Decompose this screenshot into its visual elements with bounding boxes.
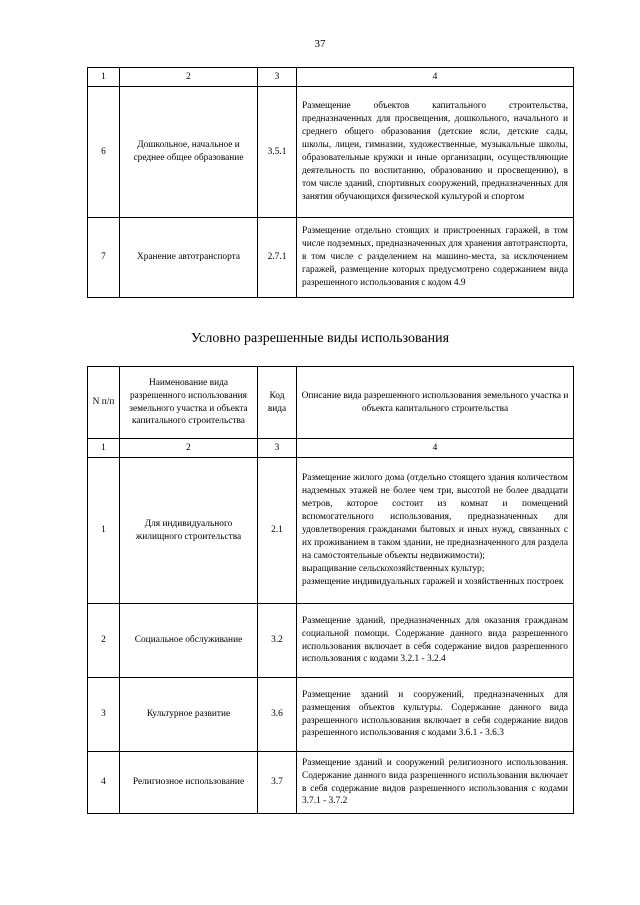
- use-name: Религиозное использование: [120, 752, 258, 814]
- row-number: 4: [88, 752, 120, 814]
- column-number: 2: [120, 68, 258, 87]
- column-header-description: Описание вида разрешенного использования земельного участка и объекта капитального строительства: [297, 367, 574, 439]
- use-description: Размещение отдельно стоящих и пристроенных гаражей, в том числе подземных, предназначенных для хранения автотранспорта, в том числе с разделением на машино-места, за исключением гаражей, размещение которых предусмотрено содержанием вида разрешенного использования с кодом 4.9: [297, 218, 574, 298]
- use-code: 2.1: [258, 458, 297, 604]
- use-description-part: размещение индивидуальных гаражей и хозяйственных построек: [302, 576, 564, 587]
- column-number-row: [88, 68, 574, 87]
- use-description: Размещение зданий и сооружений, предназначенных для размещения объектов культуры. Содержание данного вида разрешенного использования включает в себя содержание видов разрешенного использования с кодами 3.6.1 - 3.6.3: [297, 678, 574, 752]
- use-name: Дошкольное, начальное и среднее общее образование: [120, 87, 258, 218]
- use-name: Социальное обслуживание: [120, 604, 258, 678]
- column-number: 4: [297, 68, 574, 87]
- use-name: Для индивидуального жилищного строительства: [120, 458, 258, 604]
- use-code: 3.7: [258, 752, 297, 814]
- conditionally-permitted-uses-table: [87, 366, 574, 814]
- column-number: 2: [120, 439, 258, 458]
- section-title: Условно разрешенные виды использования: [190, 331, 450, 346]
- table-row: [88, 604, 574, 678]
- row-number: 6: [88, 87, 120, 218]
- column-header-number: N п/п: [88, 367, 120, 439]
- page-number: 37: [314, 38, 326, 50]
- row-number: 7: [88, 218, 120, 298]
- column-number: 1: [88, 439, 120, 458]
- use-name: Хранение автотранспорта: [120, 218, 258, 298]
- use-description-part: выращивание сельскохозяйственных культур;: [302, 563, 485, 574]
- permitted-uses-table-continued: [87, 67, 574, 298]
- use-code: 3.6: [258, 678, 297, 752]
- column-number: 3: [258, 439, 297, 458]
- column-number: 4: [297, 439, 574, 458]
- column-number-row: [88, 439, 574, 458]
- column-number: 3: [258, 68, 297, 87]
- use-description: Размещение объектов капитального строительства, предназначенных для просвещения, дошкольного, начального и среднего общего образования (детские ясли, детские сады, школы, лицеи, гимназии, художественные, музыкальные школы, образовательные кружки и иные организации, осуществляющие деятельность по воспитанию, образованию и просвещению), в том числе зданий, спортивных сооружений, предназначенных для занятия обучающихся физической культурой и спортом: [297, 87, 574, 218]
- table-row: [88, 87, 574, 218]
- table-row: [88, 678, 574, 752]
- use-code: 3.2: [258, 604, 297, 678]
- table-row: [88, 752, 574, 814]
- table-header-row: [88, 367, 574, 439]
- use-description: [297, 458, 574, 604]
- column-header-name: Наименование вида разрешенного использования земельного участка и объекта капитального строительства: [120, 367, 258, 439]
- use-description: Размещение зданий и сооружений религиозного использования. Содержание данного вида разрешенного использования включает в себя содержание видов разрешенного использования с кодами 3.7.1 - 3.7.2: [297, 752, 574, 814]
- table-row: [88, 218, 574, 298]
- use-code: 2.7.1: [258, 218, 297, 298]
- column-number: 1: [88, 68, 120, 87]
- column-header-code: Код вида: [258, 367, 297, 439]
- table-row: [88, 458, 574, 604]
- row-number: 2: [88, 604, 120, 678]
- use-code: 3.5.1: [258, 87, 297, 218]
- row-number: 1: [88, 458, 120, 604]
- row-number: 3: [88, 678, 120, 752]
- use-description: Размещение зданий, предназначенных для оказания гражданам социальной помощи. Содержание данного вида разрешенного использования включает в себя содержание видов разрешенного использования с кодами 3.2.1 - 3.2.4: [297, 604, 574, 678]
- use-name: Культурное развитие: [120, 678, 258, 752]
- use-description-part: Размещение жилого дома (отдельно стоящего здания количеством надземных этажей не более чем три, высотой не более двадцати метров, которое состоит из комнат и помещений вспомогательного использования, предназначенных для удовлетворения гражданами бытовых и иных нужд, связанных с их проживанием в таком здании, не предназначенного для раздела на самостоятельные объекты недвижимости);: [302, 473, 568, 561]
